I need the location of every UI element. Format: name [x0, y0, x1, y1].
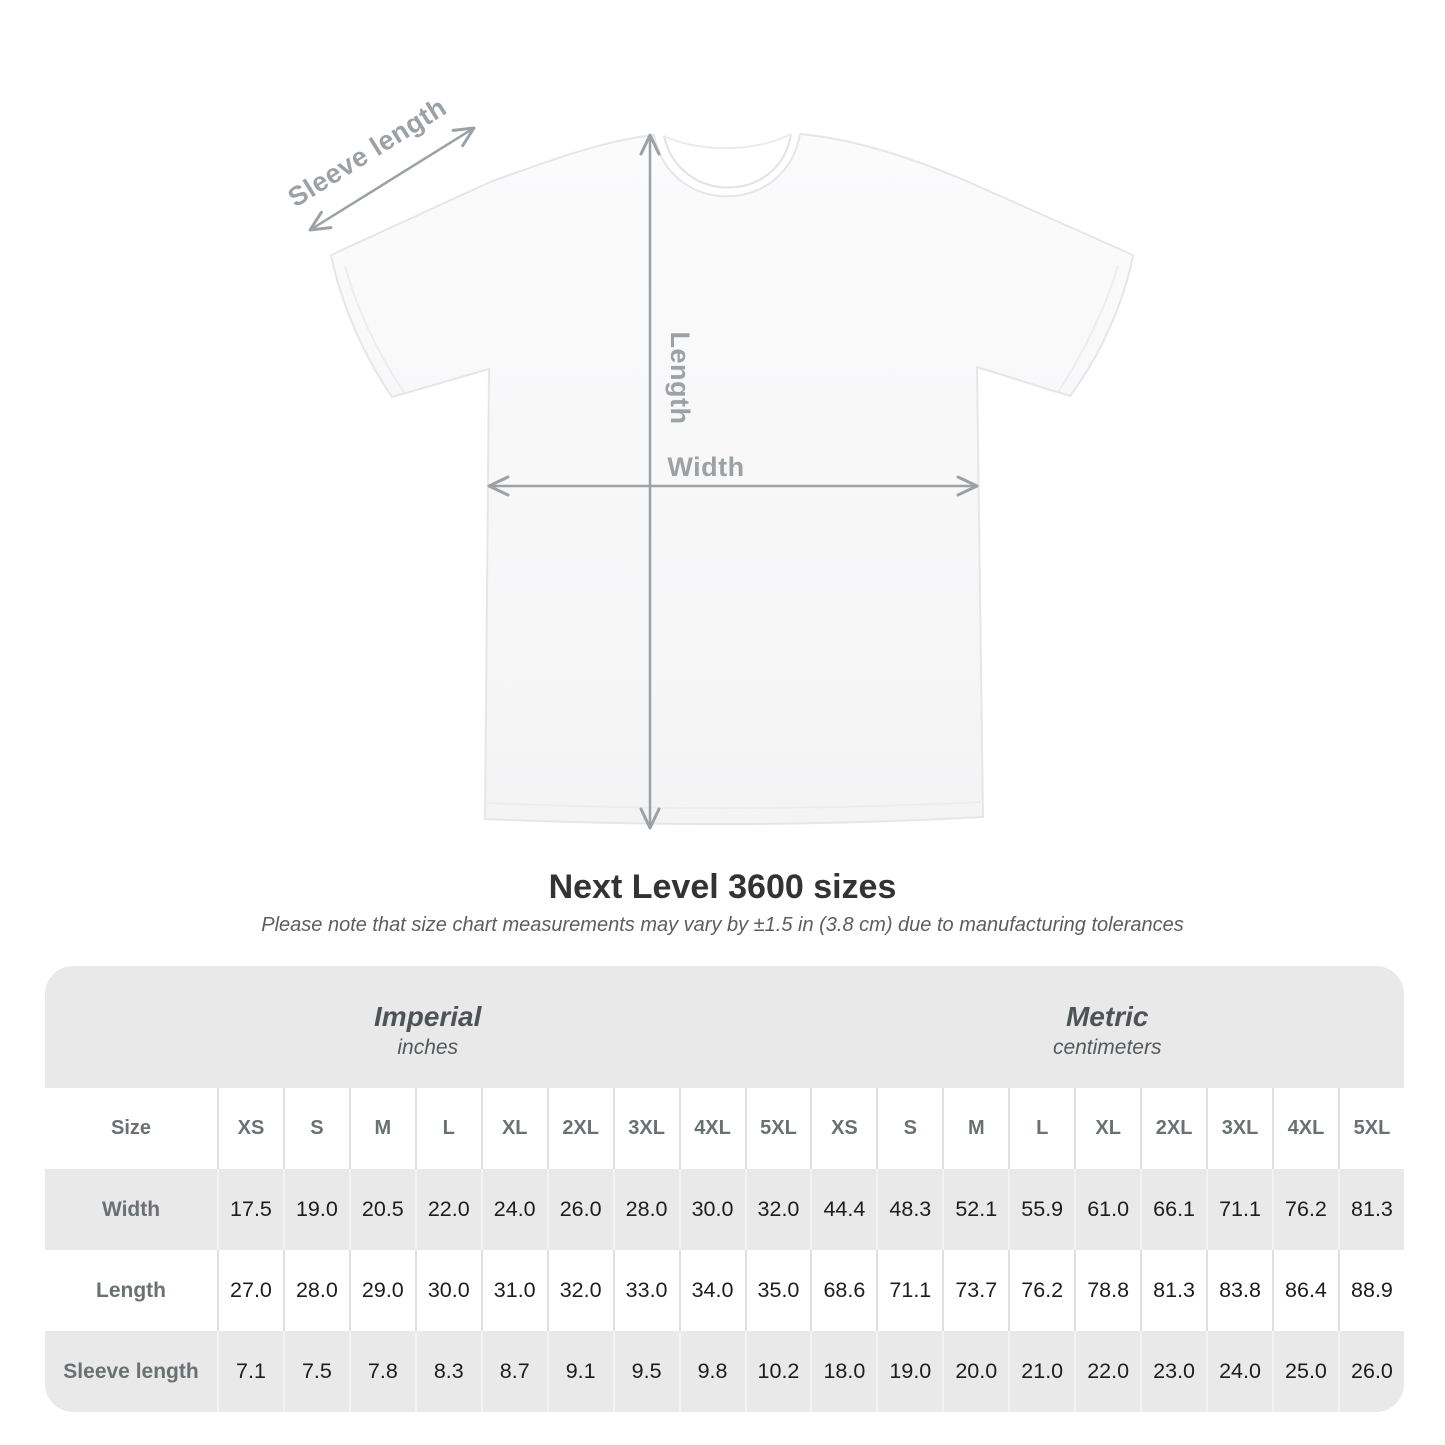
- measurement-value-cell: 83.8: [1206, 1250, 1272, 1331]
- imperial-sublabel: inches: [397, 1036, 459, 1060]
- tshirt-collar-back: [664, 134, 791, 148]
- measurement-value-cell: 66.1: [1140, 1169, 1206, 1250]
- measurement-row-label: Width: [101, 1197, 161, 1221]
- measurement-value-cell: 7.8: [349, 1331, 415, 1412]
- size-col-header: XS: [810, 1088, 876, 1169]
- measurement-value-cell: 32.0: [745, 1169, 811, 1250]
- measurement-value-cell: 35.0: [745, 1250, 811, 1331]
- measurement-value-cell: 19.0: [876, 1331, 942, 1412]
- measurement-value-cell: 73.7: [942, 1250, 1008, 1331]
- measurement-value-cell: 9.1: [547, 1331, 613, 1412]
- measurement-value-cell: 68.6: [810, 1250, 876, 1331]
- measurement-row: [45, 1331, 1404, 1412]
- units-header-row: [45, 966, 1404, 1088]
- measurement-row-label: Length: [96, 1278, 166, 1302]
- size-col-header: L: [1008, 1088, 1074, 1169]
- measurement-value-cell: 78.8: [1074, 1250, 1140, 1331]
- measurement-value-cell: 18.0: [810, 1331, 876, 1412]
- measurement-value-cell: 71.1: [1206, 1169, 1272, 1250]
- measurement-value-cell: 76.2: [1272, 1169, 1338, 1250]
- size-header-row: [45, 1088, 1404, 1169]
- page-title: Next Level 3600 sizes: [548, 868, 897, 906]
- size-col-header: 2XL: [547, 1088, 613, 1169]
- measurement-value-cell: 19.0: [283, 1169, 349, 1250]
- width-label: Width: [667, 452, 745, 482]
- size-col-header: 3XL: [613, 1088, 679, 1169]
- measurement-value-cell: 7.1: [217, 1331, 283, 1412]
- imperial-label: Imperial: [374, 1001, 482, 1033]
- measurement-value-cell: 9.8: [679, 1331, 745, 1412]
- measurement-value-cell: 30.0: [679, 1169, 745, 1250]
- measurement-value-cell: 28.0: [283, 1250, 349, 1331]
- measurement-value-cell: 71.1: [876, 1250, 942, 1331]
- measurement-value-cell: 22.0: [1074, 1331, 1140, 1412]
- size-col-header: M: [942, 1088, 1008, 1169]
- size-col-header: XL: [481, 1088, 547, 1169]
- measurement-value-cell: 20.5: [349, 1169, 415, 1250]
- measurement-value-cell: 76.2: [1008, 1250, 1074, 1331]
- measurement-value-cell: 9.5: [613, 1331, 679, 1412]
- metric-label: Metric: [1065, 1001, 1149, 1033]
- measurement-row: [45, 1169, 1404, 1250]
- measurement-value-cell: 10.2: [745, 1331, 811, 1412]
- measurement-value-cell: 32.0: [547, 1250, 613, 1331]
- measurement-value-cell: 33.0: [613, 1250, 679, 1331]
- imperial-header: [45, 966, 810, 1088]
- size-col-header: 2XL: [1140, 1088, 1206, 1169]
- measurement-value-cell: 27.0: [217, 1250, 283, 1331]
- measurement-value-cell: 8.3: [415, 1331, 481, 1412]
- measurement-value-cell: 31.0: [481, 1250, 547, 1331]
- size-col-header: XL: [1074, 1088, 1140, 1169]
- measurement-value-cell: 24.0: [481, 1169, 547, 1250]
- measurement-value-cell: 17.5: [217, 1169, 283, 1250]
- measurement-value-cell: 7.5: [283, 1331, 349, 1412]
- measurement-value-cell: 28.0: [613, 1169, 679, 1250]
- measurement-value-cell: 23.0: [1140, 1331, 1206, 1412]
- size-col-header: 4XL: [679, 1088, 745, 1169]
- measurement-row: [45, 1250, 1404, 1331]
- measurement-value-cell: 29.0: [349, 1250, 415, 1331]
- size-col-header: S: [876, 1088, 942, 1169]
- size-col-header: XS: [217, 1088, 283, 1169]
- measurement-value-cell: 30.0: [415, 1250, 481, 1331]
- measurement-value-cell: 24.0: [1206, 1331, 1272, 1412]
- measurement-value-cell: 55.9: [1008, 1169, 1074, 1250]
- measurement-value-cell: 44.4: [810, 1169, 876, 1250]
- length-label: Length: [665, 331, 695, 425]
- size-col-header: L: [415, 1088, 481, 1169]
- measurement-value-cell: 48.3: [876, 1169, 942, 1250]
- size-col-header: 5XL: [745, 1088, 811, 1169]
- measurement-value-cell: 21.0: [1008, 1331, 1074, 1412]
- measurement-value-cell: 86.4: [1272, 1250, 1338, 1331]
- measurement-value-cell: 8.7: [481, 1331, 547, 1412]
- measurement-value-cell: 26.0: [547, 1169, 613, 1250]
- sleeve-length-label: Sleeve length: [282, 91, 452, 213]
- metric-header: [810, 966, 1404, 1088]
- measurement-value-cell: 34.0: [679, 1250, 745, 1331]
- measurement-value-cell: 52.1: [942, 1169, 1008, 1250]
- metric-sublabel: centimeters: [1052, 1036, 1162, 1060]
- measurement-value-cell: 81.3: [1338, 1169, 1404, 1250]
- measurement-value-cell: 61.0: [1074, 1169, 1140, 1250]
- measurement-value-cell: 88.9: [1338, 1250, 1404, 1331]
- measurement-value-cell: 22.0: [415, 1169, 481, 1250]
- size-col-header: 5XL: [1338, 1088, 1404, 1169]
- measurement-row-label: Sleeve length: [63, 1359, 199, 1383]
- size-col-header: S: [283, 1088, 349, 1169]
- measurement-value-cell: 25.0: [1272, 1331, 1338, 1412]
- size-header-label: Size: [110, 1117, 152, 1139]
- size-col-header: 4XL: [1272, 1088, 1338, 1169]
- measurement-value-cell: 26.0: [1338, 1331, 1404, 1412]
- size-col-header: 3XL: [1206, 1088, 1272, 1169]
- size-col-header: M: [349, 1088, 415, 1169]
- measurement-value-cell: 20.0: [942, 1331, 1008, 1412]
- measurement-value-cell: 81.3: [1140, 1250, 1206, 1331]
- size-table: [45, 966, 1404, 1412]
- tolerance-note: Please note that size chart measurements may vary by ±1.5 in (3.8 cm) due to manufacturing tolerances: [261, 914, 1184, 936]
